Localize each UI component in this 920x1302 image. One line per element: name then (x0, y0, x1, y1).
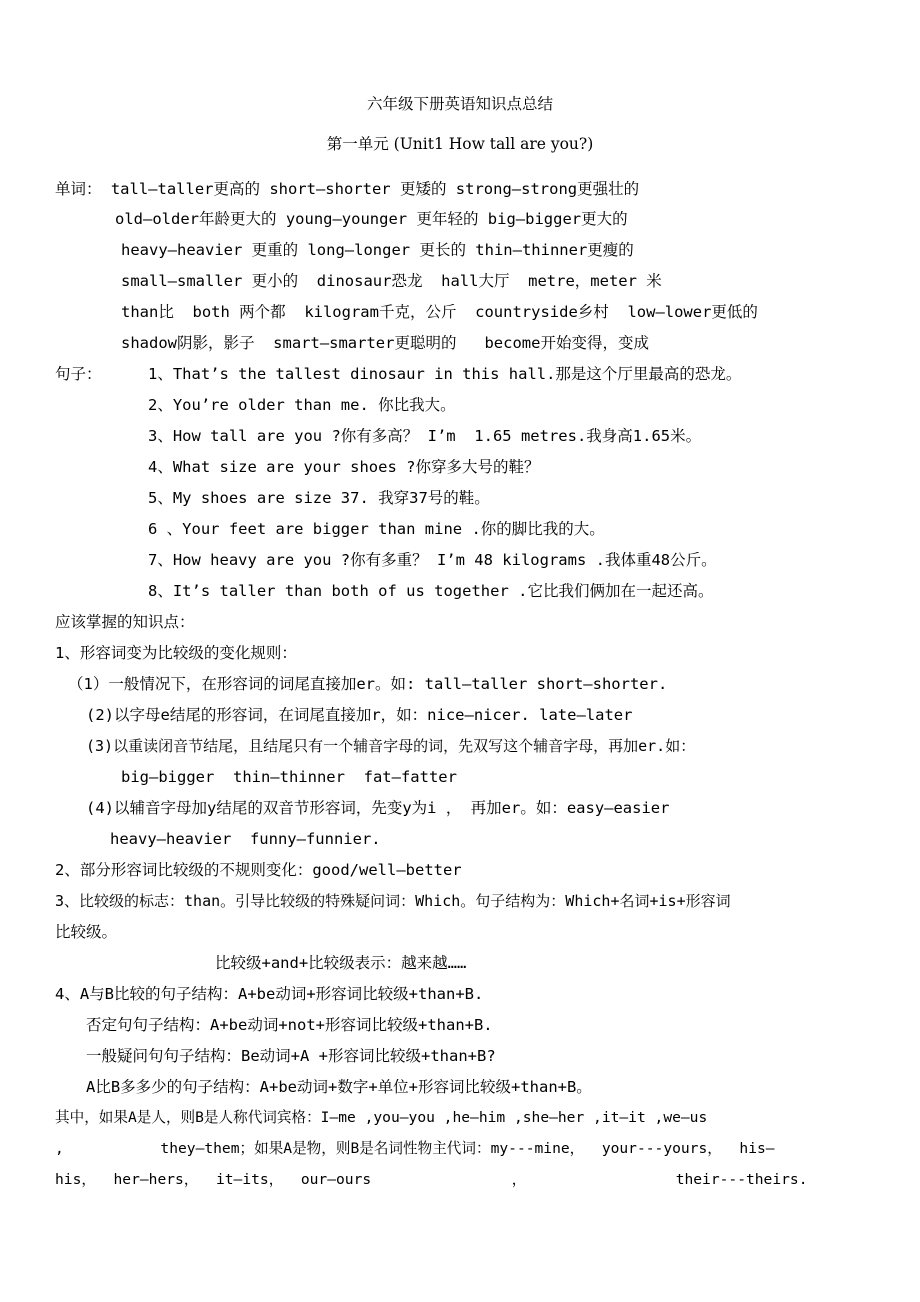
knowledge-line: , they—them；如果A是物，则B是名词性物主代词：my---mine， your---yours， his— (55, 1140, 775, 1157)
sentence-line: 8、It’s taller than both of us together .它比我们俩加在一起还高。 (148, 582, 714, 600)
sentence-line: 3、How tall are you ?你有多高？ I’m 1.65 metres.我身高1.65米。 (148, 427, 702, 445)
unit-heading: 第一单元 (Unit1 How tall are you?) (326, 135, 594, 153)
vocab-line: small—smaller 更小的 dinosaur恐龙 hall大厅 metre，meter 米 (121, 272, 662, 290)
knowledge-line: A比B多多少的句子结构：A+be动词+数字+单位+形容词比较级+than+B。 (86, 1078, 592, 1096)
knowledge-line: heavy—heavier funny—funnier. (110, 830, 381, 848)
knowledge-line: 比较级+and+比较级表示：越来越…… (215, 954, 467, 972)
sentences-label: 句子： (55, 365, 102, 383)
knowledge-line: his， her—hers， it—its， our—ours ， their---theirs. (55, 1171, 808, 1188)
knowledge-line: 否定句句子结构：A+be动词+not+形容词比较级+than+B. (86, 1016, 493, 1034)
knowledge-heading: 应该掌握的知识点： (55, 613, 195, 631)
knowledge-line: 比较级。 (55, 923, 118, 941)
knowledge-line: 2、部分形容词比较级的不规则变化：good/well—better (55, 861, 462, 879)
knowledge-line: 其中，如果A是人，则B是人称代词宾格：I—me ,you—you ,he—him ,she—her ,it—it ,we—us (55, 1109, 708, 1126)
sentence-line: 6 、Your feet are bigger than mine .你的脚比我的大。 (148, 520, 605, 538)
knowledge-line: 一般疑问句句子结构：Be动词+A +形容词比较级+than+B? (86, 1047, 496, 1065)
vocab-line: shadow阴影，影子 smart—smarter更聪明的 become开始变得，变成 (121, 334, 649, 352)
vocab-line: old—older年龄更大的 young—younger 更年轻的 big—bigger更大的 (115, 210, 628, 228)
knowledge-line: 1、形容词变为比较级的变化规则： (55, 644, 297, 662)
sentence-line: 5、My shoes are size 37. 我穿37号的鞋。 (148, 489, 490, 507)
sentence-line: 2、You’re older than me. 你比我大。 (148, 396, 456, 414)
knowledge-line: (2)以字母e结尾的形容词，在词尾直接加r，如：nice—nicer. late—later (86, 706, 633, 724)
vocab-line: heavy—heavier 更重的 long—longer 更长的 thin—thinner更瘦的 (121, 241, 634, 259)
sentence-line: 1、That’s the tallest dinosaur in this hall.那是这个厅里最高的恐龙。 (148, 365, 742, 383)
vocab-line: 单词： tall—taller更高的 short—shorter 更矮的 strong—strong更强壮的 (55, 180, 640, 198)
page-title: 六年级下册英语知识点总结 (366, 95, 553, 113)
knowledge-line: big—bigger thin—thinner fat—fatter (121, 768, 457, 786)
knowledge-line: (3)以重读闭音节结尾，且结尾只有一个辅音字母的词，先双写这个辅音字母，再加er.如： (86, 737, 696, 755)
knowledge-line: （1）一般情况下，在形容词的词尾直接加er。如: tall—taller short—shorter. (68, 675, 668, 693)
knowledge-line: 3、比较级的标志：than。引导比较级的特殊疑问词：Which。句子结构为：Which+名词+is+形容词 (55, 892, 731, 910)
knowledge-line: 4、A与B比较的句子结构：A+be动词+形容词比较级+than+B. (55, 985, 484, 1003)
vocab-line: than比 both 两个都 kilogram千克，公斤 countryside乡村 low—lower更低的 (121, 303, 758, 321)
knowledge-line: (4)以辅音字母加y结尾的双音节形容词，先变y为i ， 再加er。如：easy—easier (86, 799, 670, 817)
sentence-line: 4、What size are your shoes ?你穿多大号的鞋？ (148, 458, 540, 476)
sentence-line: 7、How heavy are you ?你有多重？ I’m 48 kilograms .我体重48公斤。 (148, 551, 717, 569)
